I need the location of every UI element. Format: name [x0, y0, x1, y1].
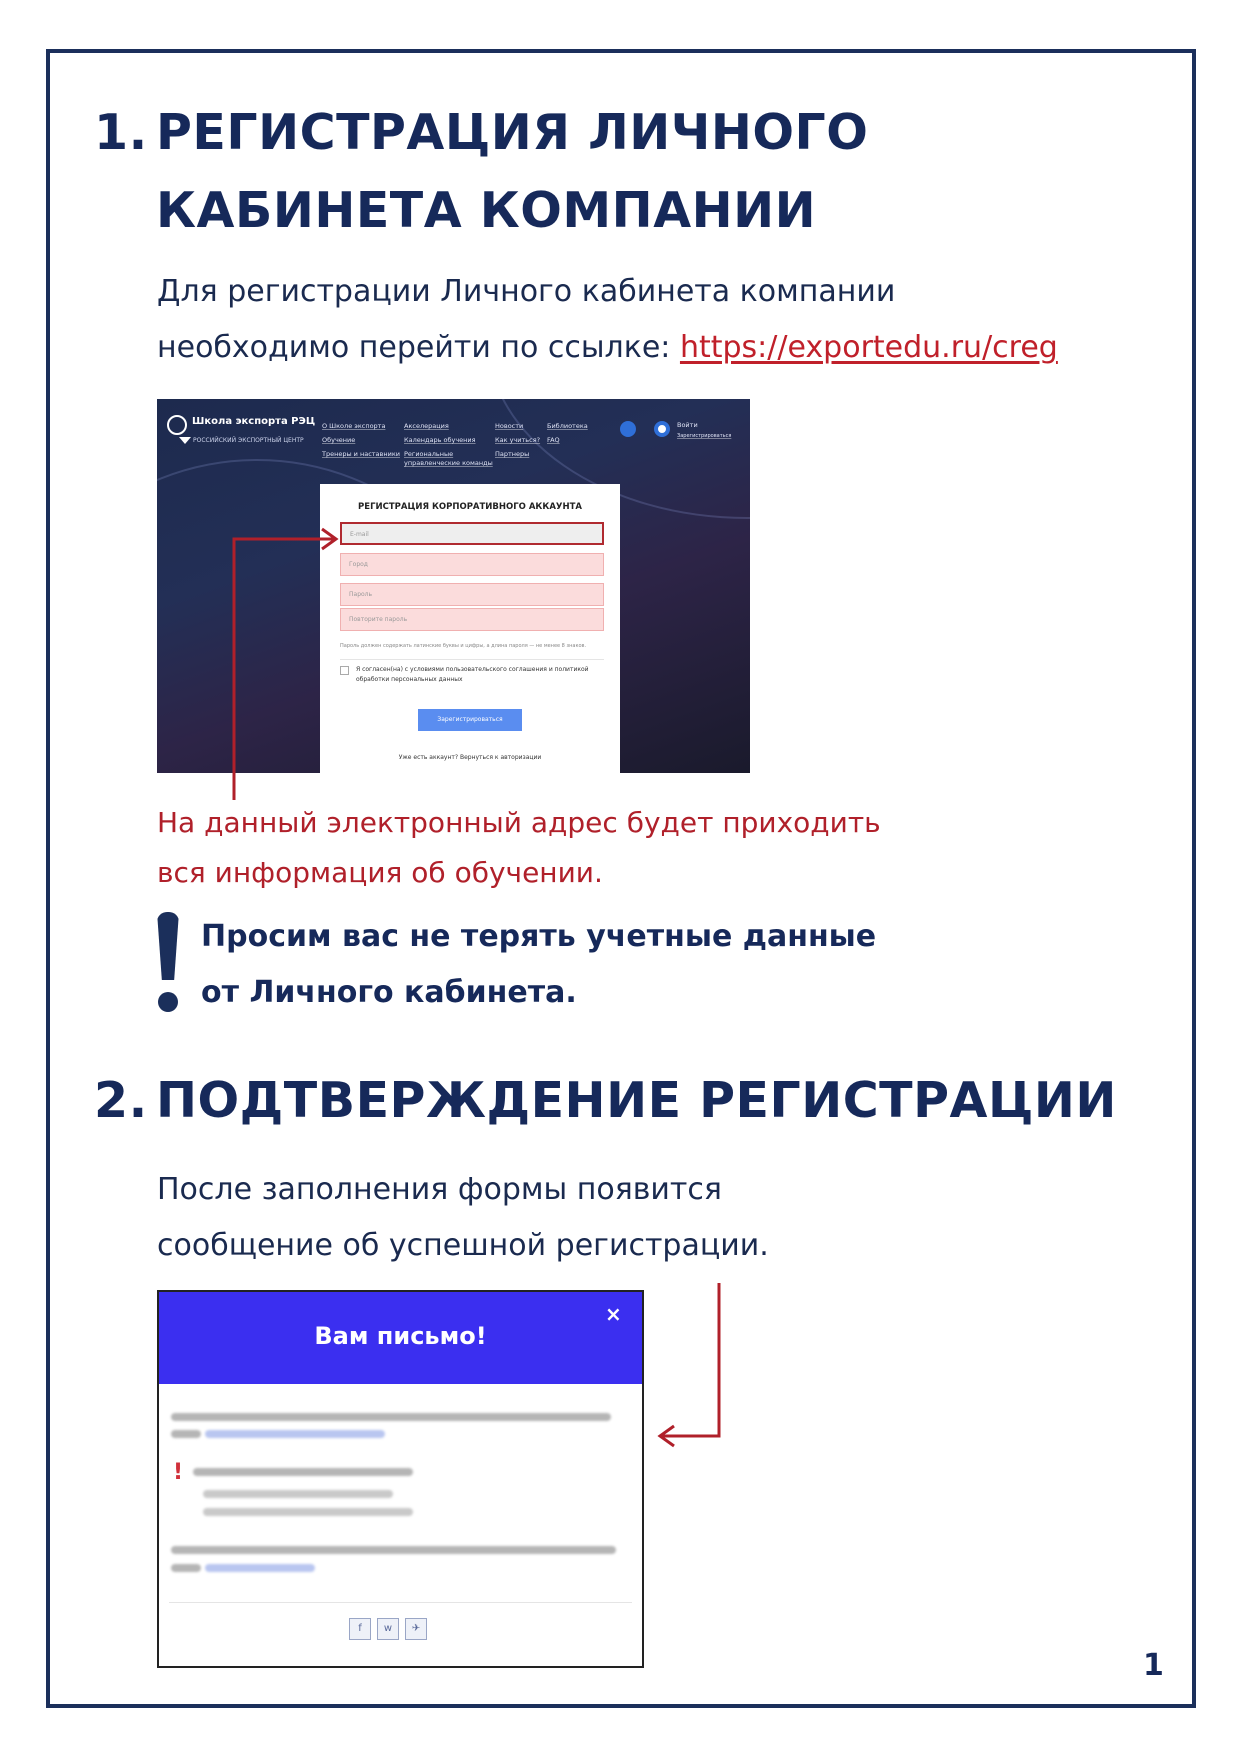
- blurred-email: [205, 1564, 315, 1572]
- section1-title-line1: 1. РЕГИСТРАЦИЯ ЛИЧНОГО: [94, 104, 869, 161]
- password-field[interactable]: Пароль: [340, 583, 604, 606]
- registration-link[interactable]: https://exportedu.ru/creg: [679, 330, 1058, 365]
- page-number: 1: [1143, 1648, 1164, 1683]
- blurred-text: [203, 1490, 393, 1498]
- modal-header: [159, 1292, 642, 1384]
- blurred-text: [193, 1468, 413, 1476]
- nav-link[interactable]: Как учиться?: [495, 436, 541, 444]
- exclamation-dot-icon: [158, 992, 178, 1012]
- nav-link[interactable]: Партнеры: [495, 450, 530, 458]
- repeat-password-field[interactable]: Повторите пароль: [340, 608, 604, 631]
- register-link[interactable]: Зарегистрироваться: [677, 433, 732, 439]
- section1-number: 1.: [94, 104, 148, 161]
- section2-title: 2. ПОДТВЕРЖДЕНИЕ РЕГИСТРАЦИИ: [94, 1072, 1117, 1129]
- blurred-text: [171, 1564, 201, 1572]
- facebook-icon[interactable]: f: [349, 1618, 371, 1640]
- blurred-text: [171, 1546, 616, 1554]
- section1-text: Для регистрации Личного кабинета компании необходимо перейти по ссылке: https://exportedu.ru/creg: [157, 274, 1058, 365]
- register-button[interactable]: Зарегистрироваться: [418, 709, 522, 731]
- section1-title-line2: КАБИНЕТА КОМПАНИИ: [156, 182, 817, 239]
- blurred-text: [171, 1413, 611, 1421]
- vk-icon[interactable]: w: [377, 1618, 399, 1640]
- nav-link[interactable]: управленческие команды: [404, 459, 493, 467]
- close-icon[interactable]: ×: [605, 1302, 622, 1326]
- back-to-login-link[interactable]: Уже есть аккаунт? Вернуться к авторизации: [398, 754, 542, 761]
- nav-link[interactable]: Новости: [495, 422, 524, 430]
- confirmation-screenshot: [157, 1290, 644, 1668]
- blurred-text: [171, 1430, 201, 1438]
- password-hint: Пароль должен содержать латинские буквы и цифры, а длина пароля — не менее 8 знаков.: [340, 643, 587, 649]
- modal-title: Вам письмо!: [314, 1322, 487, 1350]
- nav-link[interactable]: Библиотека: [547, 422, 588, 430]
- blurred-text: [203, 1508, 413, 1516]
- logo-subtitle: РОССИЙСКИЙ ЭКСПОРТНЫЙ ЦЕНТР: [193, 437, 304, 444]
- email-field[interactable]: E-mail: [340, 522, 604, 545]
- city-field[interactable]: Город: [340, 553, 604, 576]
- nav-link[interactable]: Региональные: [404, 450, 454, 458]
- login-link[interactable]: Войти: [677, 421, 698, 429]
- section2-number: 2.: [94, 1072, 148, 1129]
- logo-title: Школа экспорта РЭЦ: [192, 416, 316, 427]
- nav-link[interactable]: Тренеры и наставники: [322, 450, 400, 458]
- email-note: На данный электронный адрес будет приходить вся информация об обучении.: [157, 806, 881, 889]
- small-exclamation-icon: !: [173, 1460, 184, 1485]
- nav-link[interactable]: Календарь обучения: [404, 436, 476, 444]
- telegram-icon[interactable]: ✈: [405, 1618, 427, 1640]
- blurred-email: [205, 1430, 385, 1438]
- form-title: РЕГИСТРАЦИЯ КОРПОРАТИВНОГО АККАУНТА: [358, 502, 582, 512]
- section2-text: После заполнения формы появится сообщение об успешной регистрации.: [157, 1172, 769, 1263]
- nav-link[interactable]: Обучение: [322, 436, 356, 444]
- nav-link[interactable]: О Школе экспорта: [322, 422, 386, 430]
- warning-text: Просим вас не терять учетные данные от Личного кабинета.: [201, 919, 877, 1010]
- divider: [169, 1602, 632, 1603]
- agree-label: Я согласен(на) с условиями пользовательского соглашения и политикой обработки персональных данных: [356, 666, 589, 683]
- nav-link[interactable]: FAQ: [547, 436, 560, 444]
- nav-link[interactable]: Акселерация: [404, 422, 449, 430]
